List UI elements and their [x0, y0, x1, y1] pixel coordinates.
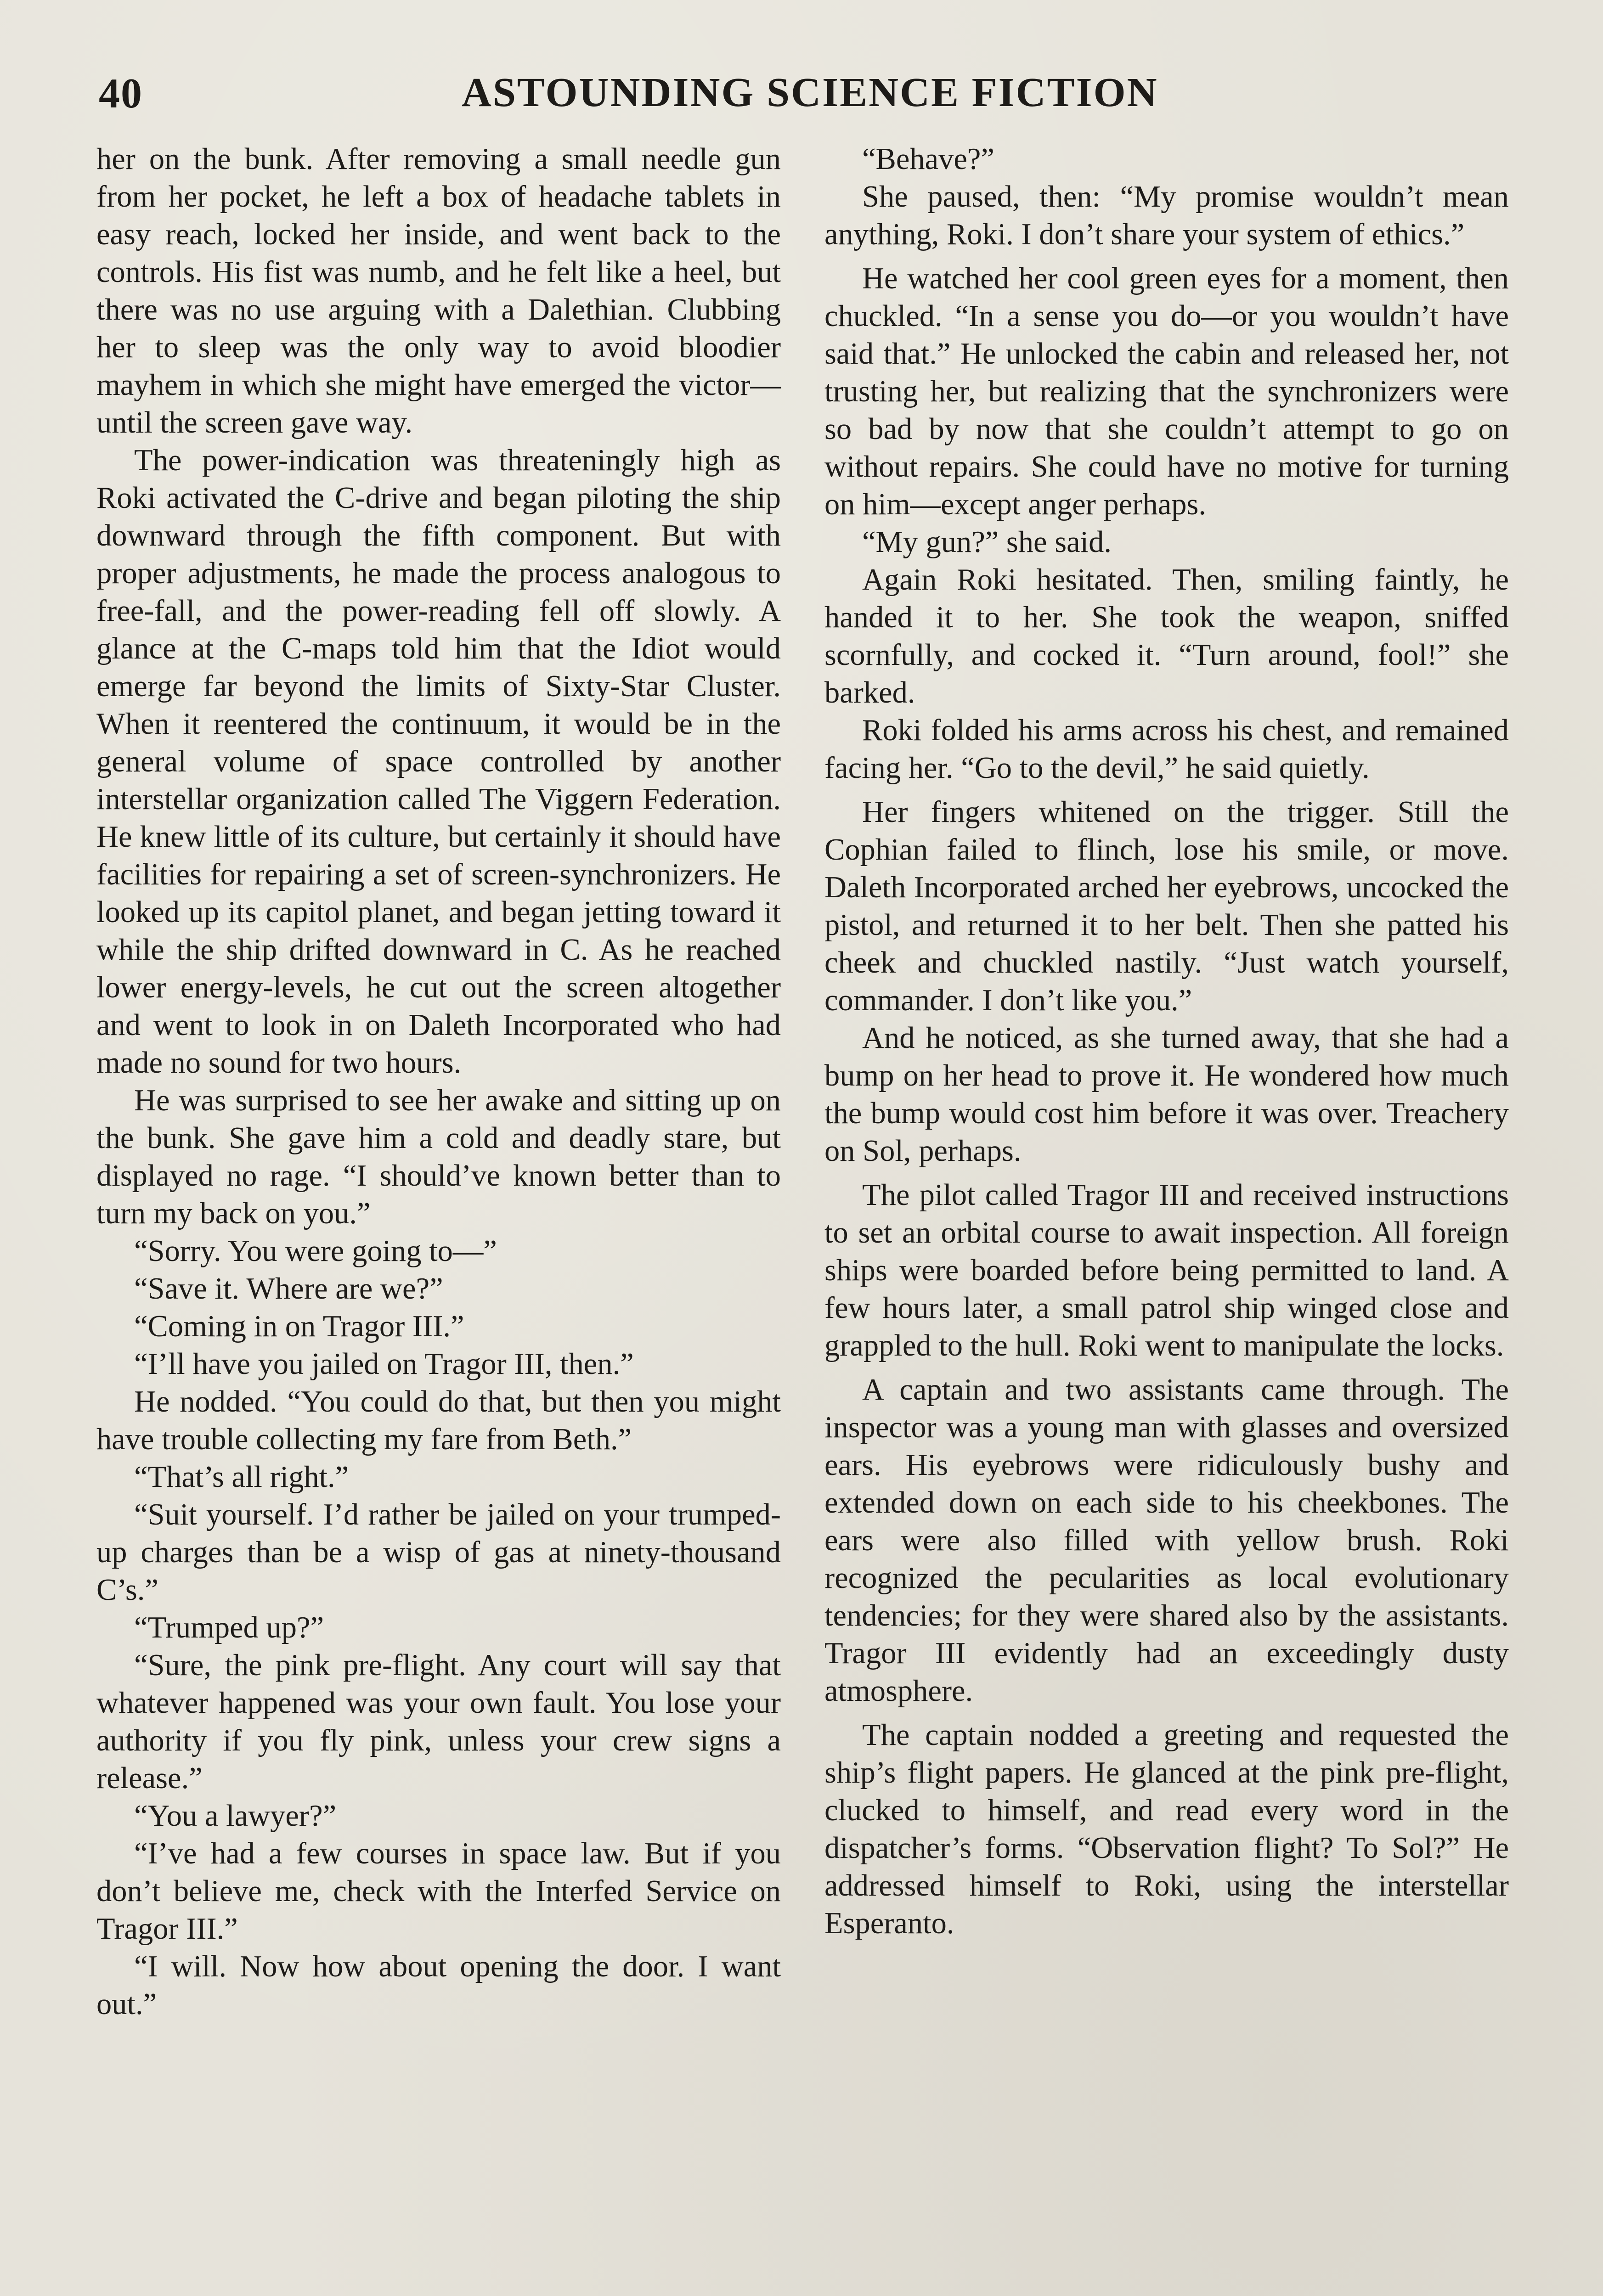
paragraph: The pilot called Tragor III and received instructions to set an orbital course to await inspection. All foreign ships were boarded before being permitted to land. A few hours later, a small patrol ship winged close and grappled to the hull. Roki went to manipulate the locks. — [824, 1178, 1509, 1362]
paragraph: She paused, then: “My promise wouldn’t mean anything, Roki. I don’t share your system of ethics.” — [824, 180, 1509, 251]
paragraph: “My gun?” she said. — [862, 525, 1112, 559]
paragraph: Roki folded his arms across his chest, and remained facing her. “Go to the devil,” he said quietly. — [824, 714, 1509, 785]
paragraph: “Sorry. You were going to—” — [134, 1234, 497, 1268]
paragraph: “Coming in on Tragor III.” — [134, 1310, 464, 1343]
paragraph: “You a lawyer?” — [134, 1799, 337, 1833]
paragraph: Her fingers whitened on the trigger. Still the Cophian failed to flinch, lose his smile, or move. Daleth Incorporated arched her eyebrows, uncocked the pistol, and returned it to her belt. Then she patted his cheek and chuckled nastily. “Just watch yourself, commander. I don’t like you.” — [824, 795, 1509, 1017]
paragraph: “I will. Now how about opening the door. I want out.” — [96, 1950, 781, 2021]
paragraph: He nodded. “You could do that, but then you might have trouble collecting my fare from Beth.” — [96, 1385, 781, 1456]
paragraph: “Trumped up?” — [134, 1611, 324, 1644]
paragraph: Again Roki hesitated. Then, smiling faintly, he handed it to her. She took the weapon, sniffed scornfully, and cocked it. “Turn around, fool!” she barked. — [824, 563, 1509, 709]
paragraph: He watched her cool green eyes for a moment, then chuckled. “In a sense you do—or you wouldn’t have said that.” He unlocked the cabin and released her, not trusting her, but realizing that the synchronizers were so bad by now that she couldn’t attempt to go on without repairs. She could have no motive for turning on him—except anger perhaps. — [824, 262, 1509, 521]
paragraph: “Suit yourself. I’d rather be jailed on your trumped-up charges than be a wisp of gas at ninety-thousand C’s.” — [96, 1498, 781, 1607]
page-number: 40 — [99, 70, 143, 117]
paragraph: “Behave?” — [862, 142, 994, 176]
paragraph: “Save it. Where are we?” — [134, 1272, 443, 1306]
running-title: ASTOUNDING SCIENCE FICTION — [462, 70, 1158, 115]
paragraph: And he noticed, as she turned away, that she had a bump on her head to prove it. He wondered how much the bump would cost him before it was over. Treachery on Sol, perhaps. — [824, 1021, 1509, 1168]
paragraph: her on the bunk. After removing a small needle gun from her pocket, he left a box of headache tablets in easy reach, locked her inside, and went back to the controls. His fist was numb, and he felt like a heel, but there was no use arguing with a Dalethian. Clubbing her to sleep was the only way to avoid bloodier mayhem in which she might have emerged the victor—until the screen gave way. — [96, 142, 781, 439]
paragraph: A captain and two assistants came through. The inspector was a young man with glasses and oversized ears. His eyebrows were ridiculously bushy and extended down on each side to his cheekbones. The ears were also filled with yellow brush. Roki recognized the pecularities as local evolutionary tendencies; for they were shared also by the assistants. Tragor III evidently had an exceedingly dusty atmosphere. — [824, 1373, 1509, 1708]
paragraph: “Sure, the pink pre-flight. Any court will say that whatever happened was your own fault. You lose your authority if you fly pink, unless your crew signs a release.” — [96, 1649, 781, 1795]
paragraph: “That’s all right.” — [134, 1460, 349, 1494]
paragraph: The power-indication was threateningly high as Roki activated the C-drive and began piloting the ship downward through the fifth component. But with proper adjustments, he made the process analogous to free-fall, and the power-reading fell off slowly. A glance at the C-maps told him that the Idiot would emerge far beyond the limits of Sixty-Star Cluster. When it reentered the continuum, it would be in the general volume of space controlled by another interstellar organization called The Viggern Federation. He knew little of its culture, but certainly it should have facilities for repairing a set of screen-synchronizers. He looked up its capitol planet, and began jetting toward it while the ship drifted downward in C. As he reached lower energy-levels, he cut out the screen altogether and went to look in on Daleth Incorporated who had made no sound for two hours. — [96, 444, 781, 1080]
paragraph: The captain nodded a greeting and requested the ship’s flight papers. He glanced at the pink pre-flight, clucked to himself, and read every word in the dispatcher’s forms. “Observation flight? To Sol?” He addressed himself to Roki, using the interstellar Esperanto. — [824, 1718, 1509, 1940]
left-column — [96, 141, 781, 2023]
right-column — [824, 141, 1509, 1942]
paragraph: “I’ll have you jailed on Tragor III, then.” — [134, 1347, 634, 1381]
page-header — [99, 69, 1548, 124]
paragraph: He was surprised to see her awake and sitting up on the bunk. She gave him a cold and deadly stare, but displayed no rage. “I should’ve known better than to turn my back on you.” — [96, 1084, 781, 1230]
paragraph: “I’ve had a few courses in space law. But if you don’t believe me, check with the Interfed Service on Tragor III.” — [96, 1837, 781, 1946]
